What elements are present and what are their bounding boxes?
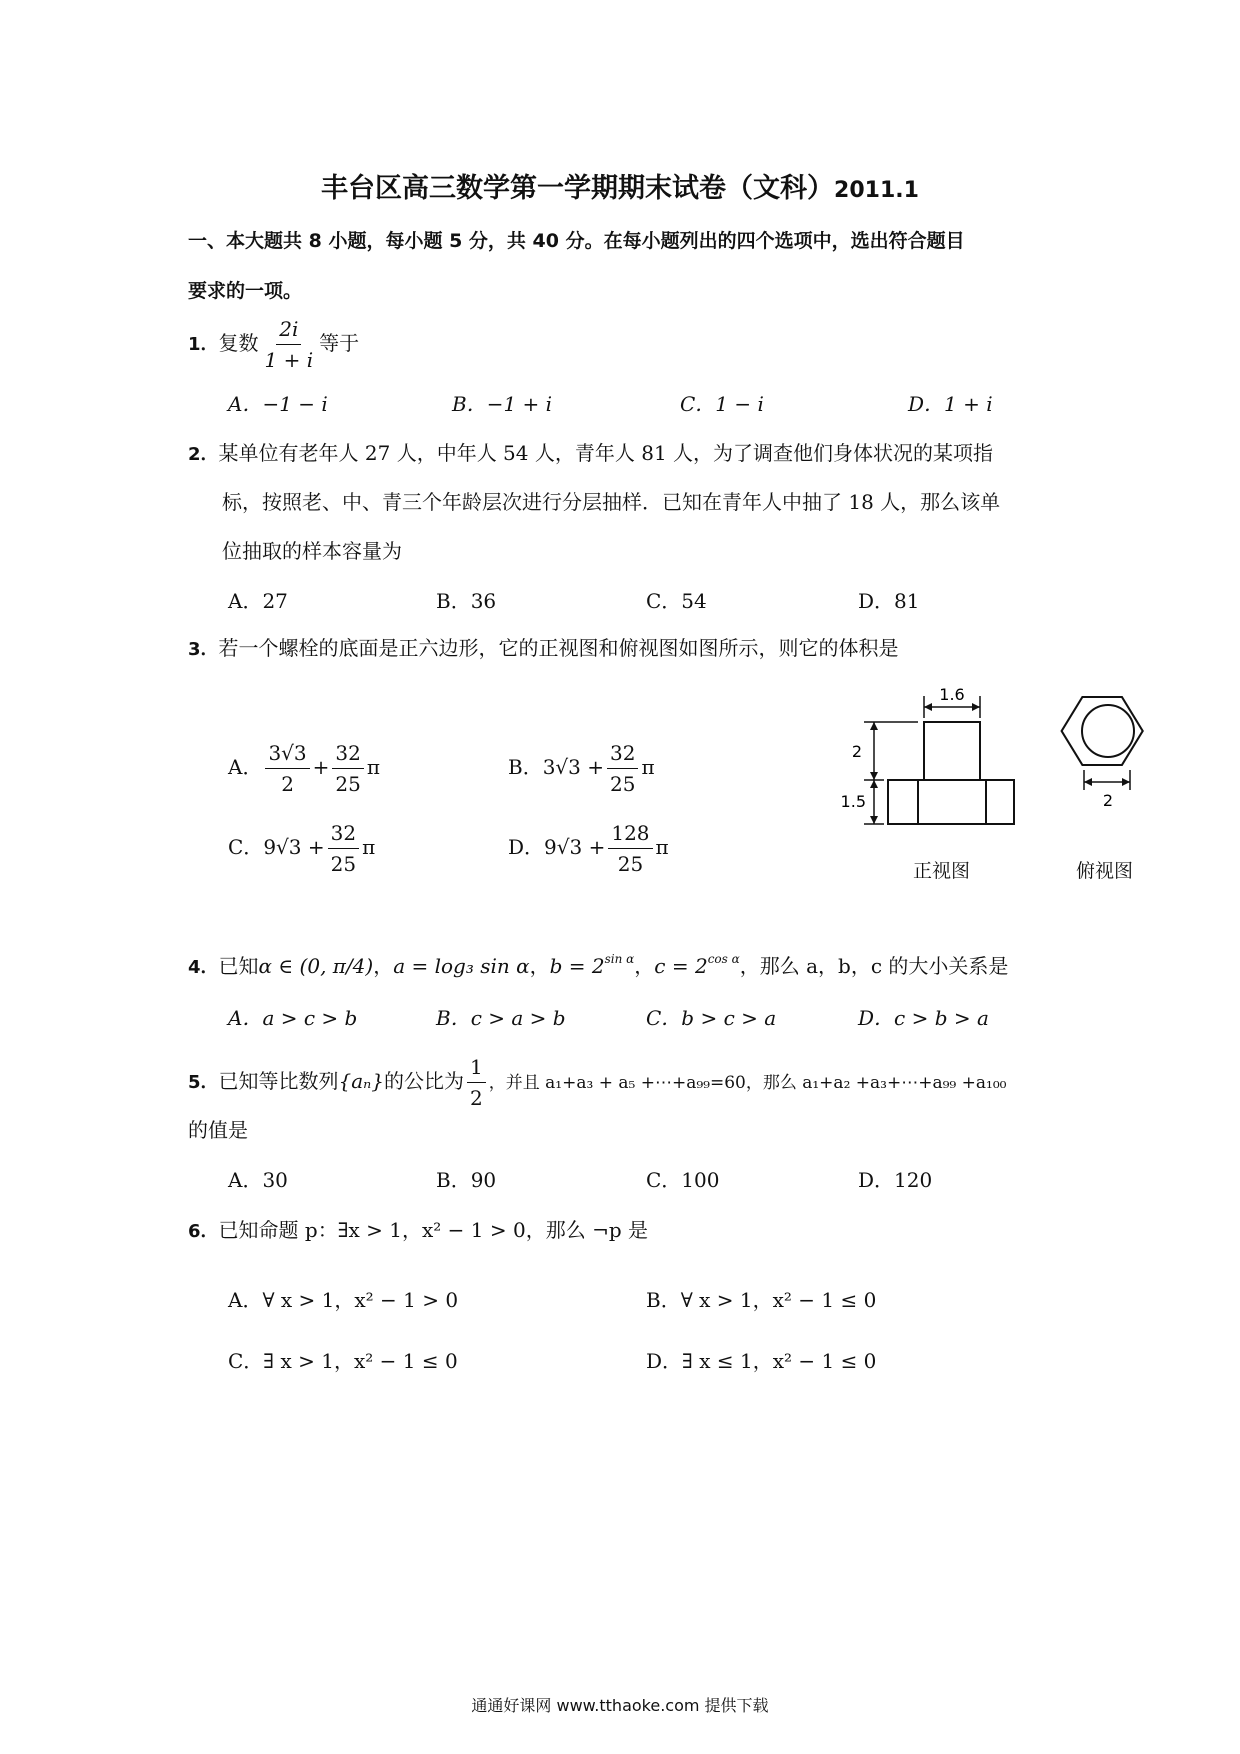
- q1-pre: 复数: [218, 331, 259, 355]
- q3-c-label: C．: [228, 835, 264, 859]
- q4-c: c = 2: [654, 954, 708, 978]
- q5-line2: 的值是: [188, 1118, 248, 1142]
- question-number: 1．: [188, 334, 219, 355]
- section-header-line2: 要求的一项。: [188, 280, 303, 302]
- question-3: [188, 632, 899, 666]
- q1-option-a: A．−1 − i: [228, 392, 328, 416]
- q2-option-b: B．36: [436, 589, 497, 613]
- q4-b-exp: sin α: [604, 952, 635, 966]
- q3-b-den: 25: [610, 772, 636, 796]
- q4-pre: 已知: [218, 954, 259, 978]
- q1-fraction: [262, 314, 317, 375]
- q3-option-b: [508, 738, 655, 799]
- q3-option-d: [508, 818, 669, 879]
- q3-c-num: 32: [328, 818, 359, 849]
- q5-frac-num: 1: [467, 1052, 486, 1083]
- pi-symbol: π: [362, 835, 376, 859]
- q5-option-d: D．120: [858, 1168, 933, 1192]
- q5-condition: ，并且 a₁+a₃ + a₅ +⋯+a₉₉=60，那么 a₁+a₂ +a₃+⋯+a₉₉ +a₁₀₀: [488, 1073, 1007, 1093]
- question-6: [188, 1214, 648, 1248]
- title-year: 2011.1: [834, 178, 919, 203]
- pi-symbol: π: [366, 755, 381, 779]
- question-5: [188, 1052, 1006, 1113]
- q1-post: 等于: [319, 331, 360, 355]
- q3-a-den1: 2: [281, 772, 294, 796]
- q3-b-label: B．: [508, 755, 543, 779]
- q5-frac-den: 2: [470, 1086, 483, 1110]
- question-number: 5．: [188, 1072, 219, 1093]
- q3-b-num: 32: [607, 738, 638, 769]
- q5-fraction: [467, 1052, 486, 1113]
- q2-line3: 位抽取的样本容量为: [222, 539, 402, 563]
- pi-symbol: π: [641, 755, 655, 779]
- q3-option-c: [228, 818, 375, 879]
- q3-c-frac: [328, 818, 359, 879]
- question-2: [188, 437, 993, 471]
- q4-option-c: C．b > c > a: [646, 1006, 777, 1030]
- q3-b-a: 3√3 +: [542, 755, 605, 779]
- q3-d-frac: [608, 818, 652, 879]
- section-header-line1: 一、本大题共 8 小题，每小题 5 分，共 40 分。在每小题列出的四个选项中，选出符合题目: [188, 230, 965, 252]
- q3-c-den: 25: [330, 852, 357, 876]
- q4-c-exp: cos α: [707, 952, 740, 966]
- q1-option-d: D．1 + i: [908, 392, 993, 416]
- front-view-top-block: [924, 722, 980, 780]
- q3-a-frac1: [265, 738, 309, 799]
- q4-a: a = log₃ sin α: [393, 954, 530, 978]
- q3-a-num2: 32: [332, 738, 363, 769]
- hexagon-shape: [1062, 697, 1143, 765]
- q2-option-a: A．27: [228, 589, 288, 613]
- q3-a-label: A．: [228, 755, 263, 779]
- q5-mid: 的公比为: [384, 1069, 465, 1093]
- q3-a-den2: 25: [335, 772, 361, 796]
- q1-frac-num: 2i: [276, 314, 301, 345]
- q5-option-c: C．100: [646, 1168, 720, 1192]
- q2-line1: 某单位有老年人 27 人，中年人 54 人，青年人 81 人，为了调查他们身体状况的某项指: [218, 441, 994, 465]
- q3-c-a: 9√3 +: [263, 835, 325, 859]
- label-base-height: 1.5: [840, 792, 866, 811]
- q6-option-d: D．∃ x ≤ 1，x² − 1 ≤ 0: [646, 1349, 877, 1373]
- q3-option-a: A． $\frac{3√3}{2}$ + $\frac{32}{25}$ π: [228, 738, 380, 799]
- title-text: 丰台区高三数学第一学期期末试卷（文科）: [321, 173, 835, 204]
- pi-symbol: π: [655, 835, 669, 859]
- q1-frac-den: 1 + i: [264, 348, 314, 372]
- question-4: 4．已知α ∈ (0, π/4)，a = log₃ sin α，$b = 2^{sin \alpha}$，$c = 2^{cos \alpha}$，那么 a，b，c 的大小关系是: [188, 952, 1009, 978]
- q3-a-frac2: [332, 738, 363, 799]
- q5-option-b: B．90: [436, 1168, 497, 1192]
- circle-shape: [1082, 705, 1134, 757]
- footer-text: 通通好课网 www.tthaoke.com 提供下载: [471, 1696, 769, 1715]
- q4-b: b = 2: [549, 954, 605, 978]
- q3-d-a: 9√3 +: [544, 835, 606, 859]
- q3-text: 若一个螺栓的底面是正六边形，它的正视图和俯视图如图所示，则它的体积是: [218, 636, 899, 660]
- q2-option-d: D．81: [858, 589, 920, 613]
- q6-option-b: B．∀ x > 1，x² − 1 ≤ 0: [646, 1288, 877, 1312]
- q5-option-a: A．30: [228, 1168, 288, 1192]
- q3-a-num1: 3√3: [265, 738, 309, 769]
- question-number: 6．: [188, 1221, 219, 1242]
- q1-option-c: C．1 − i: [680, 392, 764, 416]
- front-view: [864, 696, 1014, 824]
- q5-pre: 已知等比数列: [218, 1069, 339, 1093]
- q4-post: ，那么 a，b，c 的大小关系是: [739, 954, 1009, 978]
- q3-figure: [826, 680, 1196, 840]
- q6-option-c: C．∃ x > 1，x² − 1 ≤ 0: [228, 1349, 458, 1373]
- q4-option-d: D．c > b > a: [858, 1006, 989, 1030]
- question-number: 4．: [188, 957, 219, 978]
- q3-d-num: 128: [608, 818, 652, 849]
- q4-condition: α ∈ (0, π/4): [258, 954, 374, 978]
- q2-line2: 标，按照老、中、青三个年龄层次进行分层抽样．已知在青年人中抽了 18 人，那么该单: [222, 490, 1001, 514]
- page-title: [0, 166, 1240, 205]
- q4-option-b: B．c > a > b: [436, 1006, 566, 1030]
- q3-d-label: D．: [508, 835, 545, 859]
- label-hex-side: 2: [1102, 791, 1114, 810]
- q2-option-c: C．54: [646, 589, 707, 613]
- question-number: 2．: [188, 444, 219, 465]
- caption-top-view: 俯视图: [1076, 860, 1134, 882]
- question-number: 3．: [188, 639, 219, 660]
- q1-option-b: B．−1 + i: [452, 392, 553, 416]
- top-view: [1062, 697, 1143, 790]
- front-view-base: [888, 780, 1014, 824]
- q5-sequence: {aₙ}: [338, 1069, 385, 1093]
- label-top-height: 2: [851, 742, 862, 761]
- q3-b-frac: [607, 738, 638, 799]
- label-top-width: 1.6: [939, 685, 965, 704]
- q3-d-den: 25: [617, 852, 644, 876]
- q6-option-a: A．∀ x > 1，x² − 1 > 0: [228, 1288, 459, 1312]
- caption-front-view: 正视图: [913, 860, 971, 882]
- question-1: [188, 314, 359, 375]
- q6-text: 已知命题 p：∃x > 1，x² − 1 > 0，那么 ¬p 是: [218, 1218, 648, 1242]
- q4-option-a: A．a > c > b: [228, 1006, 358, 1030]
